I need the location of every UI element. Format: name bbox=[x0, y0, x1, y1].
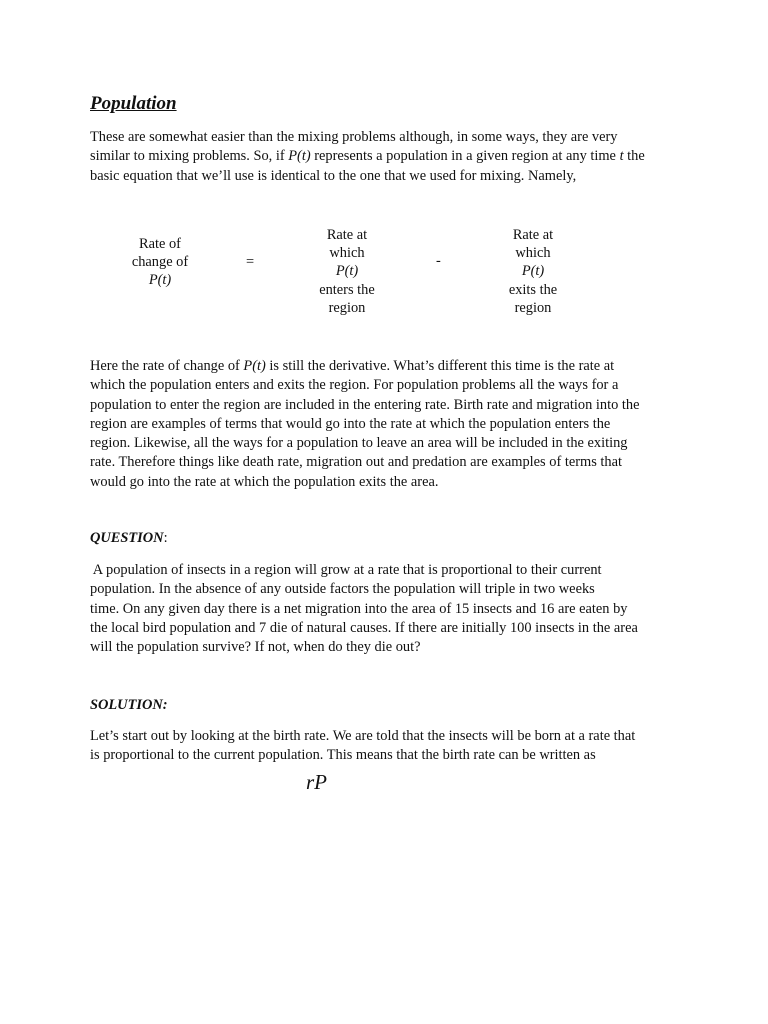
equation-rate-enters: Rate at which P(t) enters the region bbox=[319, 227, 375, 316]
solution-paragraph: Let’s start out by looking at the birth rate. We are told that the insects will be born at a rate that is proportional to the current population. This means that the birth rate can be written as bbox=[90, 728, 636, 764]
intro-line-1: These are somewhat easier than the mixing problems although, in some ways, they are very bbox=[90, 129, 618, 145]
intro-line-3: basic equation that we’ll use is identical to the one that we used for mixing. Namely, bbox=[90, 167, 577, 184]
equation-rate-exits: Rate at which P(t) exits the region bbox=[508, 227, 558, 316]
intro-paragraph bbox=[90, 128, 680, 186]
intro-line-2: similar to mixing problems. So, if P(t) represents a population in a given region at any time t the bbox=[90, 148, 645, 165]
solution-heading: SOLUTION: bbox=[90, 697, 168, 713]
equation-rate-of-change: Rate of change of P(t) bbox=[131, 236, 189, 289]
question-heading: QUESTION: bbox=[90, 530, 168, 546]
birth-rate-formula: rP bbox=[306, 770, 327, 794]
page-title: Population bbox=[90, 93, 177, 114]
equation-equals-sign: = bbox=[246, 254, 255, 270]
equation-minus-sign: - bbox=[436, 253, 441, 269]
rate-explanation-paragraph: Here the rate of change of P(t) is still the derivative. What’s different this time is the rate at which the population enters and exits the region. For population problems all the ways for a population to enter the region are included in the entering rate. Birth rate and migration into the region are examples of terms that would go into the rate at which the population enters the region. Likewise, all the ways for a population to leave an area will be included in the exiting rate. Therefore things like death rate, migration out and predation are examples of terms that would go into the rate at which the population exits the area. bbox=[90, 358, 640, 490]
question-paragraph: A population of insects in a region will grow at a rate that is proportional to their current population. In the absence of any outside factors the population will triple in two weeks time. On any given day there is a net migration into the area of 15 insects and 16 are eaten by the local bird population and 7 die of natural causes. If there are initially 100 insects in the area will the population survive? If not, when do they die out? bbox=[90, 562, 638, 656]
